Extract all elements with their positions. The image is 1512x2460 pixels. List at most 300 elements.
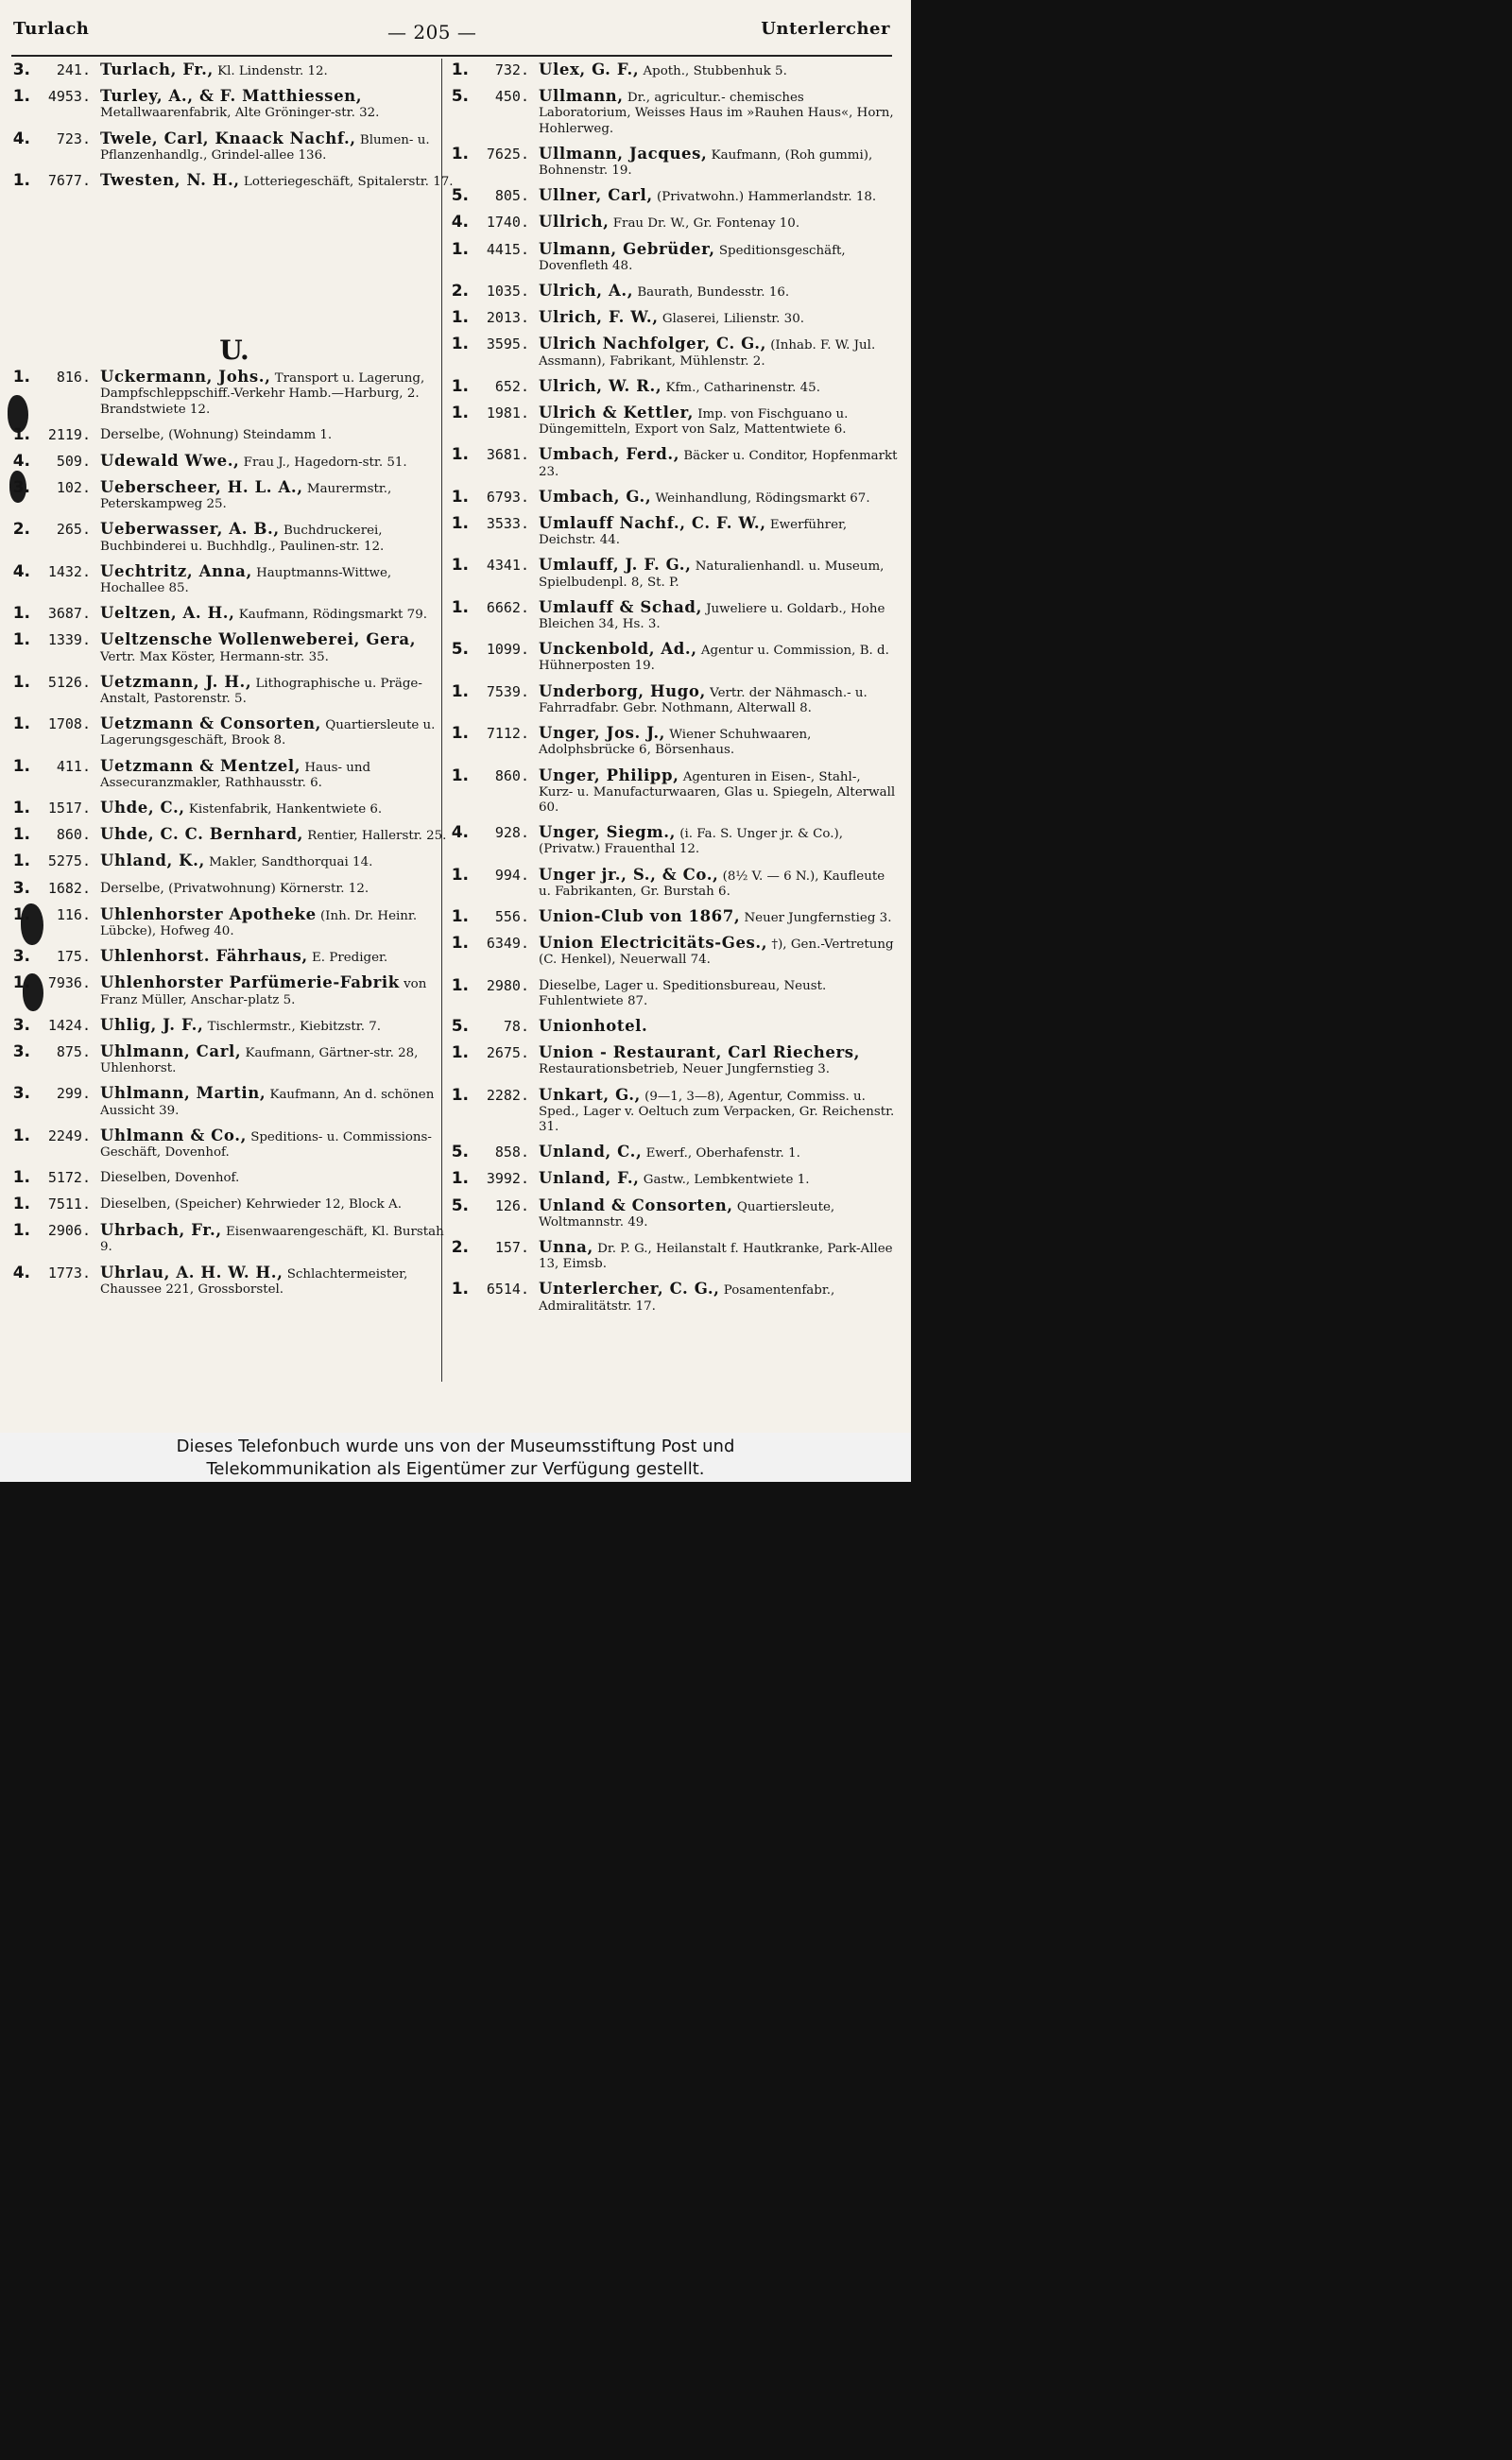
entry-text xyxy=(539,1043,898,1077)
exchange-number: 1. xyxy=(451,239,469,259)
subscriber-name: Uhlmann, Martin, xyxy=(100,1084,266,1103)
subscriber-name: Uhlenhorster Parfümerie-Fabrik xyxy=(100,973,400,992)
subscriber-number: 732. xyxy=(494,61,529,78)
entry-text xyxy=(100,973,454,1007)
subscriber-number: 652. xyxy=(494,377,529,395)
directory-entry xyxy=(444,1169,898,1188)
exchange-number: 5. xyxy=(451,1016,469,1036)
exchange-number: 1. xyxy=(12,852,30,871)
exchange-number: 1. xyxy=(451,404,469,423)
exchange-number: 4. xyxy=(451,213,469,232)
entry-text xyxy=(539,907,898,926)
entry-text xyxy=(100,562,454,596)
entry-text xyxy=(100,905,454,939)
subscriber-details: Baurath, Bundesstr. 16. xyxy=(637,285,790,301)
directory-entry xyxy=(444,1043,898,1077)
exchange-number: 1. xyxy=(451,376,469,396)
subscriber-number: 5126. xyxy=(47,673,91,691)
subscriber-details: von Franz Müller, Anschar-platz 5. xyxy=(100,977,427,1007)
subscriber-details: (Inh. Dr. Heinr. Lübcke), Hofweg 40. xyxy=(100,908,418,938)
subscriber-number: 2282. xyxy=(486,1086,529,1104)
subscriber-number: 1773. xyxy=(47,1264,91,1282)
entry-text xyxy=(100,478,454,512)
subscriber-details: Kl. Lindenstr. 12. xyxy=(217,64,328,78)
subscriber-details: Lager u. Speditionsbureau, Neust. Fuhlentwiete 87. xyxy=(539,978,827,1008)
exchange-number: 1. xyxy=(451,906,469,926)
entry-text xyxy=(539,282,898,301)
subscriber-number: 928. xyxy=(494,824,529,842)
subscriber-number: 3681. xyxy=(486,446,529,464)
subscriber-name: Ullner, Carl, xyxy=(539,186,653,205)
exchange-number: 1. xyxy=(451,1085,469,1105)
subscriber-details: Ewerführer, Deichstr. 44. xyxy=(539,518,848,548)
subscriber-number: 2906. xyxy=(47,1222,91,1240)
subscriber-details: Rentier, Hallerstr. 25. xyxy=(307,829,447,844)
entry-text xyxy=(539,87,898,137)
subscriber-name: Ueltzen, A. H., xyxy=(100,604,235,623)
directory-entry xyxy=(444,556,898,590)
directory-entry xyxy=(6,1042,454,1076)
subscriber-details: Schlachtermeister, Chaussee 221, Grossborstel. xyxy=(100,1266,408,1297)
subscriber-name: Twesten, N. H., xyxy=(100,171,240,190)
subscriber-details: Tischlermstr., Kiebitzstr. 7. xyxy=(207,1019,382,1034)
exchange-number: 1. xyxy=(451,766,469,785)
entry-text xyxy=(539,1086,898,1136)
subscriber-number: 3687. xyxy=(47,605,91,623)
ownership-footer xyxy=(0,1433,911,1482)
right-column xyxy=(444,60,898,1322)
subscriber-details: (8½ V. — 6 N.), Kaufleute u. Fabrikanten, Gr. Burstah 6. xyxy=(539,869,885,899)
subscriber-name: Derselbe, xyxy=(100,426,164,442)
subscriber-name: Uechtritz, Anna, xyxy=(100,561,252,580)
subscriber-number: 1432. xyxy=(47,562,91,580)
subscriber-number: 299. xyxy=(56,1085,91,1103)
exchange-number: 5. xyxy=(451,640,469,660)
entry-text xyxy=(539,766,898,817)
page-number: — 205 — xyxy=(387,21,477,43)
subscriber-details: Makler, Sandthorquai 14. xyxy=(209,855,373,870)
subscriber-number: 4415. xyxy=(486,240,529,258)
directory-entry xyxy=(6,425,454,444)
directory-entry xyxy=(6,520,454,554)
subscriber-number: 816. xyxy=(56,369,91,387)
directory-entry xyxy=(444,1017,898,1036)
directory-entry xyxy=(444,186,898,205)
subscriber-details: Speditions- u. Commissions-Geschäft, Dovenhof. xyxy=(100,1129,432,1160)
entry-text xyxy=(539,934,898,968)
subscriber-number: 265. xyxy=(56,521,91,539)
entry-text xyxy=(539,445,898,479)
entry-text xyxy=(100,60,454,79)
directory-entry xyxy=(444,866,898,900)
subscriber-name: Unkart, G., xyxy=(539,1085,641,1104)
footer-line-2: Telekommunikation als Eigentümer zur Verfügung gestellt. xyxy=(206,1459,705,1479)
entry-text xyxy=(100,171,454,190)
header-rule xyxy=(11,55,892,57)
entry-text xyxy=(539,240,898,274)
directory-entry xyxy=(444,598,898,632)
subscriber-details: Neuer Jungfernstieg 3. xyxy=(744,910,892,925)
exchange-number: 1. xyxy=(12,171,30,191)
exchange-number: 1. xyxy=(451,597,469,617)
subscriber-details: Kaufmann, Rödingsmarkt 79. xyxy=(238,608,427,623)
directory-entry xyxy=(6,879,454,898)
subscriber-details: Dr. P. G., Heilanstalt f. Hautkranke, Park-Allee 13, Eimsb. xyxy=(539,1241,893,1272)
exchange-number: 4. xyxy=(451,823,469,843)
entry-text xyxy=(100,604,454,623)
subscriber-name: Ulrich & Kettler, xyxy=(539,404,694,422)
entry-text xyxy=(539,186,898,205)
subscriber-name: Uhde, C., xyxy=(100,799,185,817)
directory-entry xyxy=(444,907,898,926)
entry-text xyxy=(100,520,454,554)
entry-text xyxy=(539,377,898,396)
subscriber-number: 858. xyxy=(494,1144,529,1161)
exchange-number: 4. xyxy=(12,451,30,471)
entry-text xyxy=(539,308,898,327)
subscriber-name: Ulrich, A., xyxy=(539,282,634,301)
subscriber-name: Uhlmann & Co., xyxy=(100,1126,247,1144)
subscriber-name: Unger, Philipp, xyxy=(539,766,679,784)
exchange-number: 4. xyxy=(12,129,30,148)
subscriber-number: 556. xyxy=(494,907,529,925)
exchange-number: 1. xyxy=(451,1280,469,1299)
subscriber-name: Ulex, G. F., xyxy=(539,60,640,78)
subscriber-details: (Speicher) Kehrwieder 12, Block A. xyxy=(174,1197,402,1213)
directory-entry xyxy=(6,714,454,748)
left-column xyxy=(6,60,454,1305)
subscriber-name: Unger, Siegm., xyxy=(539,823,676,842)
subscriber-name: Unterlercher, C. G., xyxy=(539,1280,720,1299)
subscriber-details: (i. Fa. S. Unger jr. & Co.), (Privatw.) Frauenthal 12. xyxy=(539,827,843,857)
subscriber-details: Lotteriegeschäft, Spitalerstr. 17. xyxy=(243,175,454,190)
directory-entry xyxy=(444,335,898,369)
subscriber-number: 4341. xyxy=(486,557,529,575)
exchange-number: 1. xyxy=(451,514,469,534)
exchange-number: 2. xyxy=(451,282,469,301)
subscriber-name: Ueltzensche Wollenweberei, Gera, xyxy=(100,630,417,649)
subscriber-name: Ulrich, W. R., xyxy=(539,376,662,395)
subscriber-name: Uetzmann & Consorten, xyxy=(100,714,321,733)
subscriber-details: Quartiersleute u. Lagerungsgeschäft, Brook 8. xyxy=(100,718,436,748)
subscriber-number: 1740. xyxy=(486,214,529,232)
subscriber-name: Twele, Carl, Knaack Nachf., xyxy=(100,129,356,147)
subscriber-number: 411. xyxy=(56,757,91,775)
subscriber-number: 2249. xyxy=(47,1127,91,1144)
subscriber-number: 7936. xyxy=(47,974,91,992)
directory-entry xyxy=(6,630,454,664)
exchange-number: 1. xyxy=(12,904,30,924)
subscriber-details: (Wohnung) Steindamm 1. xyxy=(168,427,333,442)
exchange-number: 3. xyxy=(12,478,30,498)
directory-entry xyxy=(6,478,454,512)
entry-text xyxy=(100,673,454,707)
subscriber-number: 509. xyxy=(56,452,91,470)
exchange-number: 2. xyxy=(451,1237,469,1257)
directory-entry xyxy=(6,757,454,791)
directory-entry xyxy=(6,905,454,939)
entry-text xyxy=(100,1042,454,1076)
subscriber-number: 5275. xyxy=(47,852,91,870)
subscriber-number: 6349. xyxy=(486,935,529,953)
directory-entry xyxy=(444,1196,898,1230)
directory-entry xyxy=(6,129,454,163)
entry-text xyxy=(539,514,898,548)
subscriber-number: 1424. xyxy=(47,1016,91,1034)
directory-entry xyxy=(444,488,898,507)
footer-line-1: Dieses Telefonbuch wurde uns von der Museumsstiftung Post und xyxy=(176,1436,735,1456)
exchange-number: 1. xyxy=(451,308,469,328)
directory-entry xyxy=(444,60,898,79)
exchange-number: 1. xyxy=(12,1168,30,1188)
entry-text xyxy=(539,556,898,590)
subscriber-name: Unna, xyxy=(539,1237,593,1256)
entry-text xyxy=(539,1280,898,1314)
directory-entry xyxy=(444,514,898,548)
exchange-number: 4. xyxy=(12,1263,30,1282)
entry-text xyxy=(100,714,454,748)
subscriber-details: Buchdruckerei, Buchbinderei u. Buchhdlg., Paulinen-str. 12. xyxy=(100,524,385,554)
entry-text xyxy=(100,757,454,791)
subscriber-number: 875. xyxy=(56,1042,91,1060)
subscriber-number: 102. xyxy=(56,479,91,497)
exchange-number: 1. xyxy=(12,825,30,845)
entry-text xyxy=(539,1143,898,1161)
subscriber-number: 6793. xyxy=(486,488,529,506)
directory-page xyxy=(0,0,911,1433)
directory-entry xyxy=(6,1168,454,1187)
directory-entry xyxy=(6,1016,454,1035)
subscriber-details: Agentur u. Commission, B. d. Hühnerposten 19. xyxy=(539,644,889,674)
exchange-number: 1. xyxy=(451,60,469,79)
subscriber-number: 175. xyxy=(56,948,91,966)
subscriber-details: Glaserei, Lilienstr. 30. xyxy=(662,312,804,327)
exchange-number: 1. xyxy=(12,799,30,818)
exchange-number: 1. xyxy=(12,604,30,624)
entry-text xyxy=(100,1168,454,1186)
entry-text xyxy=(539,976,898,1009)
exchange-number: 1. xyxy=(451,681,469,701)
entry-text xyxy=(100,1221,454,1255)
subscriber-number: 450. xyxy=(494,88,529,106)
subscriber-name: Umlauff Nachf., C. F. W., xyxy=(539,514,766,533)
directory-entry xyxy=(444,1143,898,1161)
subscriber-name: Umbach, G., xyxy=(539,487,652,506)
subscriber-details: Vertr. Max Köster, Hermann-str. 35. xyxy=(100,649,329,664)
subscriber-details: Speditionsgeschäft, Dovenfleth 48. xyxy=(539,243,846,273)
exchange-number: 1. xyxy=(12,672,30,692)
entry-text xyxy=(100,425,454,443)
exchange-number: 1. xyxy=(12,1221,30,1241)
entry-text xyxy=(100,1195,454,1213)
exchange-number: 1. xyxy=(12,1195,30,1214)
right-entries xyxy=(444,60,898,1322)
entry-text xyxy=(100,630,454,664)
subscriber-number: 7511. xyxy=(47,1196,91,1213)
subscriber-details: Frau J., Hagedorn-str. 51. xyxy=(243,455,407,470)
subscriber-number: 157. xyxy=(494,1238,529,1256)
subscriber-number: 126. xyxy=(494,1196,529,1214)
exchange-number: 1. xyxy=(12,424,30,444)
subscriber-name: Union-Club von 1867, xyxy=(539,906,741,925)
directory-entry xyxy=(6,1195,454,1213)
left-entries-after-section xyxy=(6,368,454,1305)
entry-text xyxy=(539,60,898,79)
directory-entry xyxy=(6,452,454,471)
directory-entry xyxy=(444,145,898,179)
subscriber-details: Hauptmanns-Wittwe, Hochallee 85. xyxy=(100,565,392,596)
entry-text xyxy=(539,598,898,632)
directory-entry xyxy=(444,445,898,479)
entry-text xyxy=(539,488,898,507)
exchange-number: 5. xyxy=(451,186,469,206)
subscriber-details: Maurermstr., Peterskampweg 25. xyxy=(100,482,392,512)
subscriber-number: 2013. xyxy=(486,309,529,327)
entry-text xyxy=(100,1016,454,1035)
subscriber-name: Uckermann, Johs., xyxy=(100,368,271,387)
subscriber-details: Quartiersleute, Woltmannstr. 49. xyxy=(539,1199,835,1230)
subscriber-name: Underborg, Hugo, xyxy=(539,681,706,700)
subscriber-number: 1517. xyxy=(47,800,91,817)
directory-entry xyxy=(6,673,454,707)
exchange-number: 1. xyxy=(451,556,469,576)
directory-entry xyxy=(444,1086,898,1136)
exchange-number: 1. xyxy=(451,487,469,507)
subscriber-name: Uhland, K., xyxy=(100,852,205,870)
subscriber-details: Metallwaarenfabrik, Alte Gröninger-str. 32. xyxy=(100,106,380,121)
directory-entry xyxy=(6,799,454,817)
subscriber-details: (9—1, 3—8), Agentur, Commiss. u. Sped., Lager v. Oeltuch zum Verpacken, Gr. Reichenstr. 31. xyxy=(539,1089,895,1134)
exchange-number: 1. xyxy=(12,630,30,650)
directory-entry xyxy=(6,60,454,79)
subscriber-name: Unckenbold, Ad., xyxy=(539,640,697,659)
directory-entry xyxy=(6,1127,454,1161)
entry-text xyxy=(539,823,898,857)
subscriber-details: Kfm., Catharinenstr. 45. xyxy=(665,380,820,395)
subscriber-details: Eisenwaarengeschäft, Kl. Burstah 9. xyxy=(100,1225,444,1255)
subscriber-details: Kaufmann, An d. schönen Aussicht 39. xyxy=(100,1088,435,1118)
subscriber-details: (Privatwohn.) Hammerlandstr. 18. xyxy=(657,190,877,205)
subscriber-details: Frau Dr. W., Gr. Fontenay 10. xyxy=(612,216,800,232)
subscriber-details: Dr., agricultur.- chemisches Laboratorium, Weisses Haus im »Rauhen Haus«, Horn, Hohlerweg. xyxy=(539,91,894,136)
subscriber-number: 1682. xyxy=(47,879,91,897)
entry-text xyxy=(100,799,454,817)
subscriber-details: Juweliere u. Goldarb., Hohe Bleichen 34, Hs. 3. xyxy=(539,601,885,632)
subscriber-name: Dieselben, xyxy=(100,1170,171,1186)
subscriber-number: 1339. xyxy=(47,631,91,649)
subscriber-name: Uhrbach, Fr., xyxy=(100,1221,222,1240)
exchange-number: 1. xyxy=(12,368,30,387)
directory-entry xyxy=(6,973,454,1007)
exchange-number: 1. xyxy=(12,87,30,107)
subscriber-name: Uetzmann, J. H., xyxy=(100,672,252,691)
subscriber-name: Umbach, Ferd., xyxy=(539,445,680,464)
subscriber-number: 2119. xyxy=(47,425,91,443)
exchange-number: 1. xyxy=(12,756,30,776)
subscriber-name: Uhlig, J. F., xyxy=(100,1015,204,1034)
directory-entry xyxy=(6,1221,454,1255)
subscriber-name: Unger, Jos. J., xyxy=(539,724,666,743)
directory-entry xyxy=(444,213,898,232)
subscriber-name: Ullmann, xyxy=(539,87,624,106)
subscriber-number: 3533. xyxy=(486,515,529,533)
subscriber-details: (Privatwohnung) Körnerstr. 12. xyxy=(168,881,369,896)
directory-entry xyxy=(6,825,454,844)
subscriber-name: Ullrich, xyxy=(539,213,610,232)
subscriber-number: 6514. xyxy=(486,1281,529,1299)
subscriber-name: Uetzmann & Mentzel, xyxy=(100,756,301,775)
subscriber-details: Ewerf., Oberhafenstr. 1. xyxy=(645,1146,800,1161)
subscriber-name: Uhde, C. C. Bernhard, xyxy=(100,825,303,844)
directory-entry xyxy=(6,87,454,121)
entry-text xyxy=(539,213,898,232)
subscriber-name: Unland, F., xyxy=(539,1169,640,1188)
subscriber-number: 116. xyxy=(56,905,91,923)
subscriber-number: 241. xyxy=(56,61,91,78)
subscriber-number: 860. xyxy=(494,766,529,784)
subscriber-number: 1981. xyxy=(486,404,529,422)
subscriber-name: Udewald Wwe., xyxy=(100,451,240,470)
entry-text xyxy=(100,1127,454,1161)
running-head-left: Turlach xyxy=(13,19,90,39)
subscriber-details: Wiener Schuhwaaren, Adolphsbrücke 6, Börsenhaus. xyxy=(539,728,812,758)
exchange-number: 1. xyxy=(451,1169,469,1189)
exchange-number: 1. xyxy=(451,144,469,163)
subscriber-name: Ulrich Nachfolger, C. G., xyxy=(539,335,766,353)
subscriber-details: Restaurationsbetrieb, Neuer Jungfernstieg 3. xyxy=(539,1062,831,1077)
subscriber-number: 7625. xyxy=(486,145,529,163)
exchange-number: 3. xyxy=(12,1084,30,1104)
exchange-number: 1. xyxy=(451,724,469,744)
entry-text xyxy=(539,404,898,438)
subscriber-name: Umlauff & Schad, xyxy=(539,597,702,616)
entry-text xyxy=(539,724,898,758)
subscriber-number: 7677. xyxy=(47,172,91,190)
entry-text xyxy=(539,682,898,716)
subscriber-name: Umlauff, J. F. G., xyxy=(539,556,692,575)
directory-entry xyxy=(444,766,898,817)
entry-text xyxy=(100,368,454,418)
subscriber-name: Union Electricitäts-Ges., xyxy=(539,934,768,953)
subscriber-number: 7112. xyxy=(486,725,529,743)
entry-text xyxy=(100,879,454,897)
subscriber-details: Lithographische u. Präge-Anstalt, Pastorenstr. 5. xyxy=(100,676,422,707)
entry-text xyxy=(100,129,454,163)
subscriber-number: 78. xyxy=(503,1017,529,1035)
exchange-number: 1. xyxy=(12,973,30,993)
directory-entry xyxy=(444,640,898,674)
running-head-right: Unterlercher xyxy=(761,19,890,39)
directory-entry xyxy=(444,934,898,968)
entry-text xyxy=(100,1084,454,1118)
directory-entry xyxy=(444,724,898,758)
directory-entry xyxy=(6,171,454,190)
subscriber-details: Dovenhof. xyxy=(174,1171,240,1186)
exchange-number: 3. xyxy=(12,1041,30,1061)
subscriber-name: Turley, A., & F. Matthiessen, xyxy=(100,87,363,106)
subscriber-details: Blumen- u. Pflanzenhandlg., Grindel-allee 136. xyxy=(100,132,430,163)
section-letter: U. xyxy=(219,335,249,367)
entry-text xyxy=(539,640,898,674)
subscriber-number: 2980. xyxy=(486,976,529,994)
entry-text xyxy=(100,1264,454,1298)
subscriber-name: Turlach, Fr., xyxy=(100,60,214,78)
subscriber-name: Ullmann, Jacques, xyxy=(539,144,708,163)
entry-text xyxy=(100,825,454,844)
entry-text xyxy=(539,1196,898,1230)
exchange-number: 5. xyxy=(451,87,469,107)
subscriber-details: Weinhandlung, Rödingsmarkt 67. xyxy=(655,490,870,506)
